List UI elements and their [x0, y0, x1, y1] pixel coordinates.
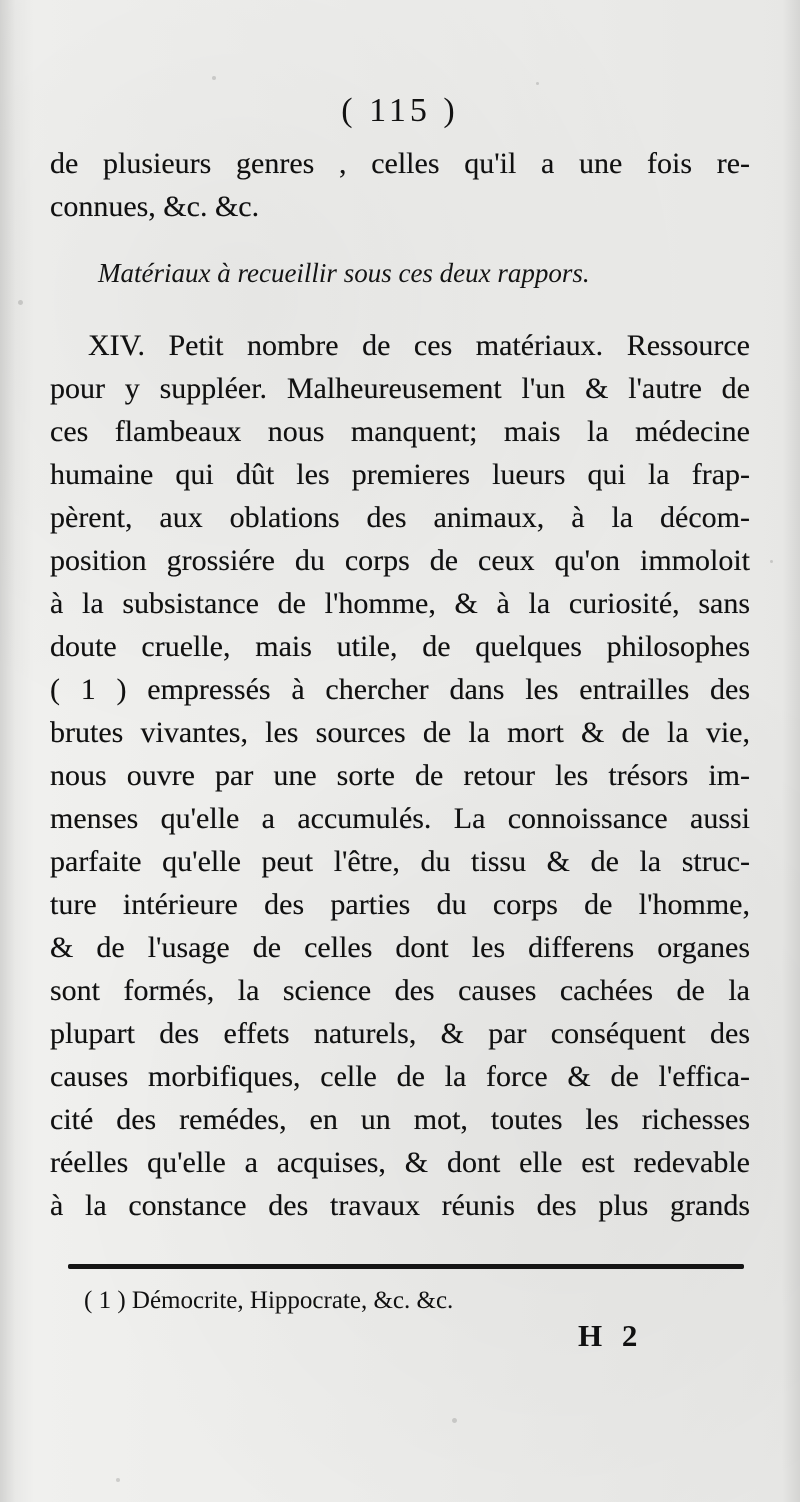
paper-speck [212, 76, 216, 80]
text-line: ces flambeaux nous manquent; mais la médecine [50, 415, 750, 448]
paper-speck [536, 82, 539, 85]
text-line: connues, &c. &c. [50, 190, 260, 223]
section-subtitle: Matériaux à recueillir sous ces deux rappors. [98, 258, 590, 288]
signature-mark: H 2 [578, 1318, 644, 1353]
footnote-divider [68, 1264, 744, 1269]
text-line: pour y suppléer. Malheureusement l'un & l'autre de [50, 372, 750, 405]
page-left-shadow [0, 0, 34, 1502]
paper-speck [116, 1478, 120, 1482]
paper-speck [18, 300, 23, 305]
top-paragraph [50, 142, 750, 228]
text-line: ture intérieure des parties du corps de l'homme, [50, 888, 750, 921]
text-line: parfaite qu'elle peut l'être, du tissu & de la struc- [50, 845, 750, 878]
page-number: ( 115 ) [341, 92, 459, 129]
main-paragraph [50, 324, 750, 1227]
text-line: & de l'usage de celles dont les differens organes [50, 931, 750, 964]
text-line: plupart des effets naturels, & par conséquent des [50, 1017, 750, 1050]
text-line: ( 1 ) empressés à chercher dans les entrailles des [50, 673, 750, 706]
text-line: brutes vivantes, les sources de la mort & de la vie, [50, 716, 750, 749]
text-line: XIV. Petit nombre de ces matériaux. Ressource [88, 329, 750, 362]
paper-speck [770, 560, 773, 563]
text-line: cité des remédes, en un mot, toutes les richesses [50, 1103, 750, 1136]
footnote: ( 1 ) Démocrite, Hippocrate, &c. &c. [84, 1287, 454, 1314]
text-line: à la constance des travaux réunis des plus grands [50, 1189, 750, 1222]
page-right-shadow [782, 0, 800, 1502]
text-line: menses qu'elle a accumulés. La connoissance aussi [50, 802, 750, 835]
text-line: humaine qui dût les premieres lueurs qui la frap- [50, 458, 750, 491]
text-line: causes morbifiques, celle de la force & de l'effica- [50, 1060, 750, 1093]
text-line: nous ouvre par une sorte de retour les trésors im- [50, 759, 750, 792]
text-line: à la subsistance de l'homme, & à la curiosité, sans [50, 587, 750, 620]
paper-speck [452, 1418, 457, 1423]
text-line: sont formés, la science des causes cachées de la [50, 974, 750, 1007]
text-line: doute cruelle, mais utile, de quelques philosophes [50, 630, 750, 663]
text-line: de plusieurs genres , celles qu'il a une fois re- [50, 147, 750, 180]
text-line: réelles qu'elle a acquises, & dont elle est redevable [50, 1146, 750, 1179]
text-line: position grossiére du corps de ceux qu'on immoloit [50, 544, 750, 577]
text-line: pèrent, aux oblations des animaux, à la décom- [50, 501, 750, 534]
